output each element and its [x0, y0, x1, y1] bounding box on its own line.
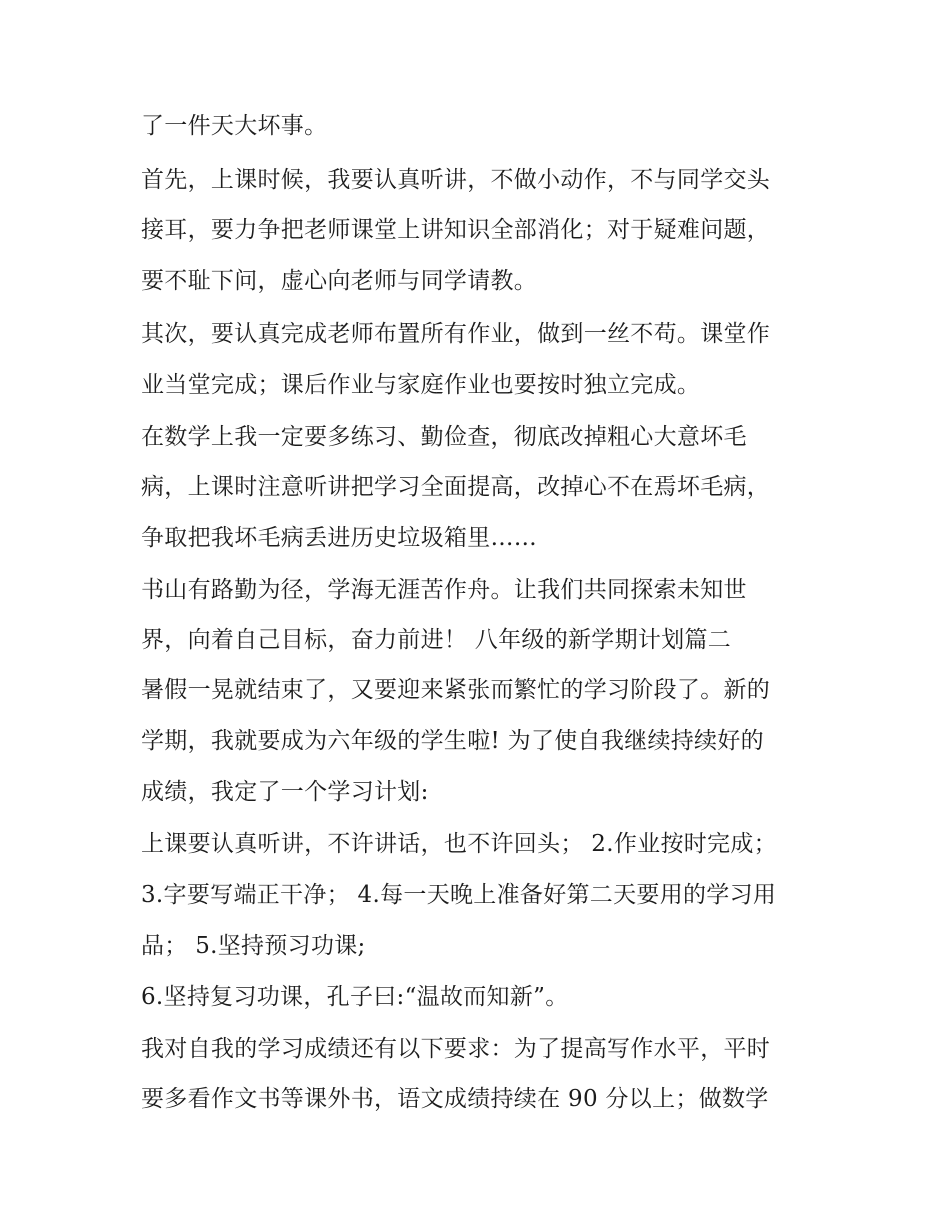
text-line: 要多看作文书等课外书，语文成绩持续在 90 分以上；做数学	[141, 1086, 769, 1112]
text-line: 成绩，我定了一个学习计划:	[141, 779, 429, 805]
text-line: 病，上课时注意听讲把学习全面提高，改掉心不在焉坏毛病，	[141, 474, 771, 500]
text-line: 争取把我坏毛病丢进历史垃圾箱里……	[141, 525, 538, 551]
text-line: 学期，我就要成为六年级的学生啦! 为了使自我继续持续好的	[141, 728, 764, 754]
text-line: 在数学上我一定要多练习、勤俭查，彻底改掉粗心大意坏毛	[141, 424, 747, 450]
text-line: 了一件天大坏事。	[141, 113, 328, 139]
text-line: 接耳，要力争把老师课堂上讲知识全部消化；对于疑难问题，	[141, 217, 771, 243]
text-line: 6.坚持复习功课，孔子曰:“温故而知新”。	[141, 984, 569, 1010]
text-line: 上课要认真听讲，不许讲话，也不许回头； 2.作业按时完成；	[141, 831, 777, 857]
text-line: 业当堂完成；课后作业与家庭作业也要按时独立完成。	[141, 372, 701, 398]
text-line: 书山有路勤为径，学海无涯苦作舟。让我们共同探索未知世	[141, 577, 747, 603]
text-line: 3.字要写端正干净； 4.每一天晚上准备好第二天要用的学习用	[141, 882, 777, 908]
text-line: 要不耻下问，虚心向老师与同学请教。	[141, 268, 538, 294]
text-line: 首先，上课时候，我要认真听讲，不做小动作，不与同学交头	[141, 167, 771, 193]
text-line: 其次，要认真完成老师布置所有作业，做到一丝不苟。课堂作	[141, 321, 771, 347]
text-line: 暑假一晃就结束了，又要迎来紧张而繁忙的学习阶段了。新的	[141, 677, 771, 703]
text-line: 我对自我的学习成绩还有以下要求：为了提高写作水平，平时	[141, 1036, 771, 1062]
text-line: 品； 5.坚持预习功课;	[141, 933, 366, 959]
text-line: 界，向着自己目标，奋力前进！ 八年级的新学期计划篇二	[141, 627, 732, 653]
